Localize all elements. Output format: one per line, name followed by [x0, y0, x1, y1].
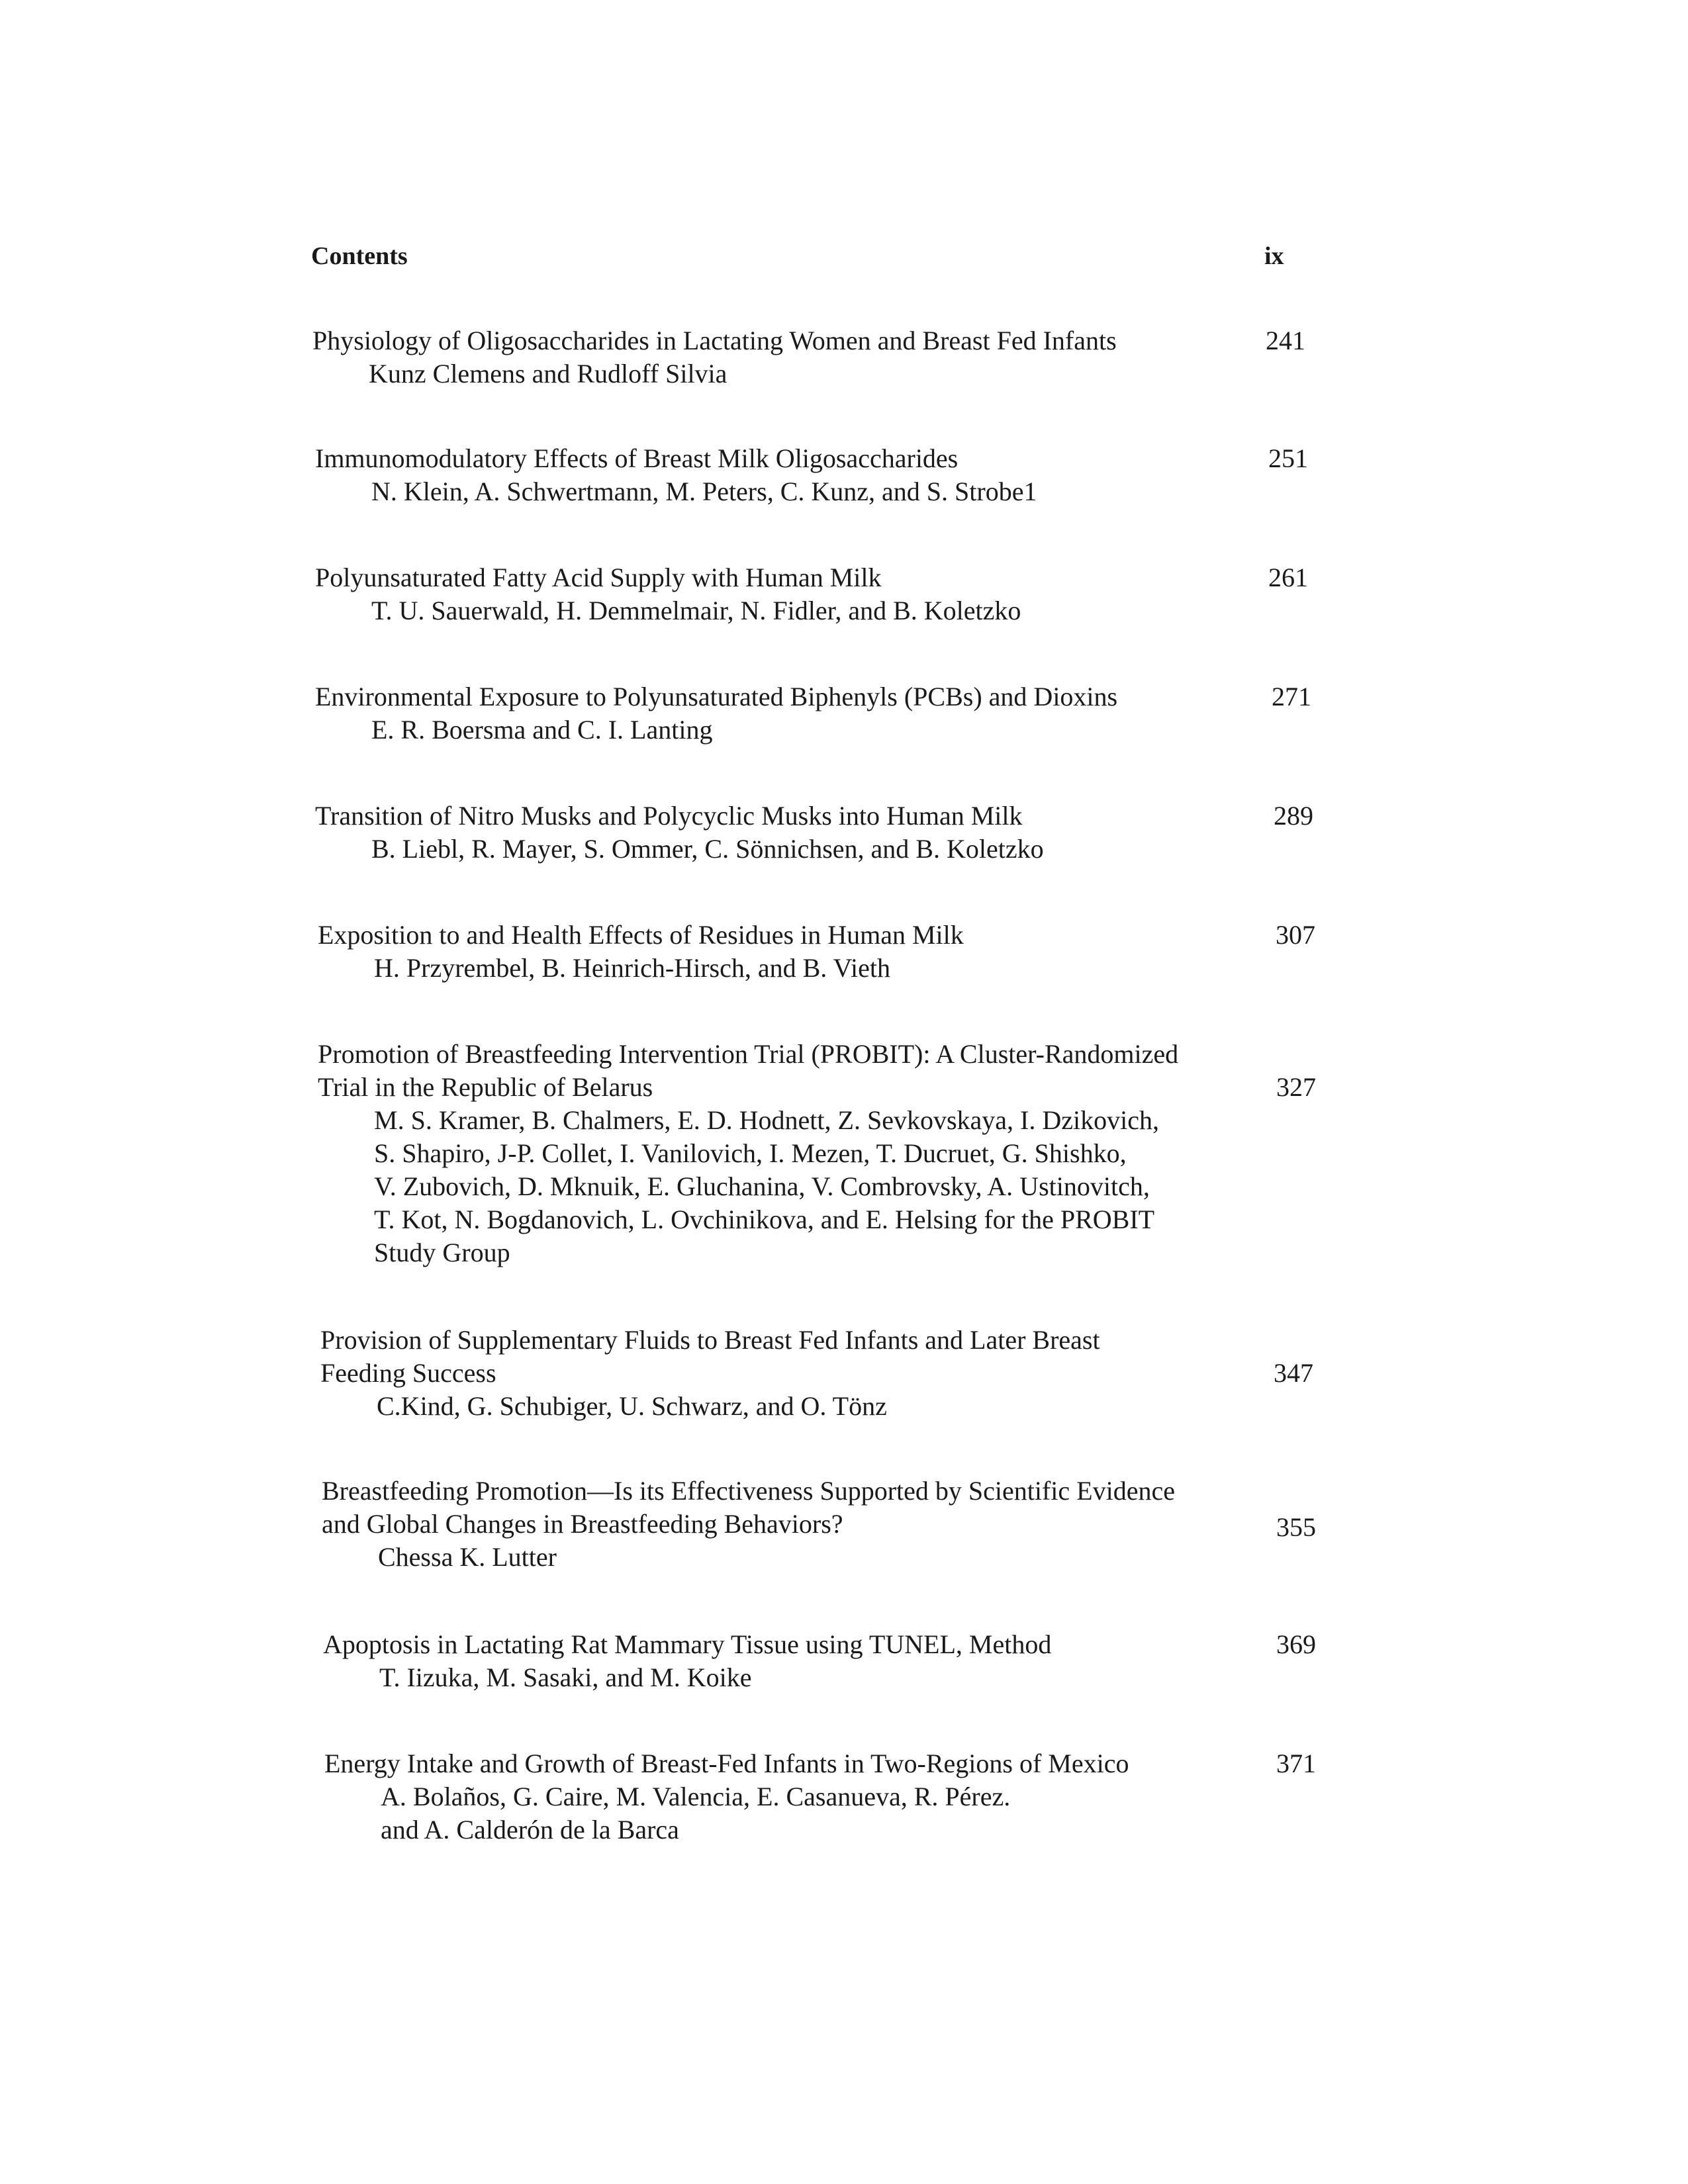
toc-entry[interactable]: [315, 561, 1454, 627]
entry-authors: Study Group: [374, 1238, 510, 1267]
toc-entry[interactable]: [322, 1475, 1460, 1574]
entry-title: Trial in the Republic of Belarus: [318, 1072, 653, 1102]
entry-page-number: 261: [1268, 563, 1308, 592]
entry-title: Apoptosis in Lactating Rat Mammary Tissue using TUNEL, Method: [323, 1629, 1052, 1659]
entry-title: Promotion of Breastfeeding Intervention Trial (PROBIT): A Cluster-Randomized: [318, 1039, 1179, 1069]
entry-authors: H. Przyrembel, B. Heinrich-Hirsch, and B. Vieth: [374, 953, 891, 983]
toc-entry[interactable]: [318, 919, 1456, 985]
entry-authors: V. Zubovich, D. Mknuik, E. Gluchanina, V. Combrovsky, A. Ustinovitch,: [374, 1171, 1150, 1201]
entry-authors: B. Liebl, R. Mayer, S. Ommer, C. Sönnichsen, and B. Koletzko: [371, 834, 1044, 864]
toc-entry[interactable]: [323, 1628, 1462, 1694]
entry-page-number: 369: [1276, 1629, 1316, 1659]
entry-page-number: 251: [1268, 443, 1308, 473]
toc-entry[interactable]: [315, 680, 1454, 747]
entry-authors: T. Iizuka, M. Sasaki, and M. Koike: [379, 1662, 752, 1692]
entry-authors: A. Bolaños, G. Caire, M. Valencia, E. Casanueva, R. Pérez.: [381, 1782, 1011, 1811]
entry-authors: Kunz Clemens and Rudloff Silvia: [369, 359, 727, 388]
entry-page-number: 327: [1276, 1072, 1316, 1102]
entry-title: Exposition to and Health Effects of Residues in Human Milk: [318, 920, 964, 950]
entry-title: Transition of Nitro Musks and Polycyclic Musks into Human Milk: [315, 801, 1023, 831]
entry-authors: T. Kot, N. Bogdanovich, L. Ovchinikova, and E. Helsing for the PROBIT: [374, 1205, 1155, 1234]
toc-entry[interactable]: [320, 1324, 1459, 1423]
entry-page-number: 307: [1276, 920, 1315, 950]
running-head: [311, 242, 1304, 281]
entry-authors: T. U. Sauerwald, H. Demmelmair, N. Fidler, and B. Koletzko: [371, 596, 1021, 625]
entry-title: Provision of Supplementary Fluids to Breast Fed Infants and Later Breast: [320, 1325, 1100, 1355]
toc-entry[interactable]: [324, 1747, 1463, 1846]
page-title: Contents: [311, 242, 408, 270]
entry-title: and Global Changes in Breastfeeding Behaviors?: [322, 1509, 843, 1539]
toc-entry[interactable]: [315, 442, 1454, 508]
entry-authors: M. S. Kramer, B. Chalmers, E. D. Hodnett, Z. Sevkovskaya, I. Dzikovich,: [374, 1105, 1159, 1135]
entry-title: Energy Intake and Growth of Breast-Fed Infants in Two-Regions of Mexico: [324, 1749, 1129, 1778]
entry-authors: and A. Calderón de la Barca: [381, 1815, 679, 1844]
entry-page-number: 241: [1266, 326, 1305, 355]
entry-authors: N. Klein, A. Schwertmann, M. Peters, C. Kunz, and S. Strobe1: [371, 477, 1037, 506]
entry-title: Physiology of Oligosaccharides in Lactating Women and Breast Fed Infants: [312, 326, 1117, 355]
toc-entry[interactable]: [318, 1038, 1456, 1269]
entry-page-number: 371: [1276, 1749, 1316, 1778]
entry-page-number: 347: [1274, 1358, 1313, 1388]
entry-title: Breastfeeding Promotion—Is its Effectiveness Supported by Scientific Evidence: [322, 1476, 1175, 1506]
entry-page-number: 355: [1276, 1512, 1316, 1542]
header-page-number: ix: [1264, 242, 1284, 270]
entry-page-number: 271: [1272, 682, 1311, 711]
entry-authors: C.Kind, G. Schubiger, U. Schwarz, and O. Tönz: [377, 1391, 887, 1421]
entry-title: Polyunsaturated Fatty Acid Supply with Human Milk: [315, 563, 882, 592]
entry-authors: E. R. Boersma and C. I. Lanting: [371, 715, 713, 745]
entry-authors: Chessa K. Lutter: [378, 1542, 557, 1572]
toc-entry[interactable]: [312, 324, 1451, 390]
entry-title: Feeding Success: [320, 1358, 496, 1388]
entry-page-number: 289: [1274, 801, 1313, 831]
entry-title: Environmental Exposure to Polyunsaturated Biphenyls (PCBs) and Dioxins: [315, 682, 1118, 711]
entry-title: Immunomodulatory Effects of Breast Milk Oligosaccharides: [315, 443, 959, 473]
toc-entry[interactable]: [315, 799, 1454, 866]
entry-authors: S. Shapiro, J-P. Collet, I. Vanilovich, I. Mezen, T. Ducruet, G. Shishko,: [374, 1138, 1127, 1168]
